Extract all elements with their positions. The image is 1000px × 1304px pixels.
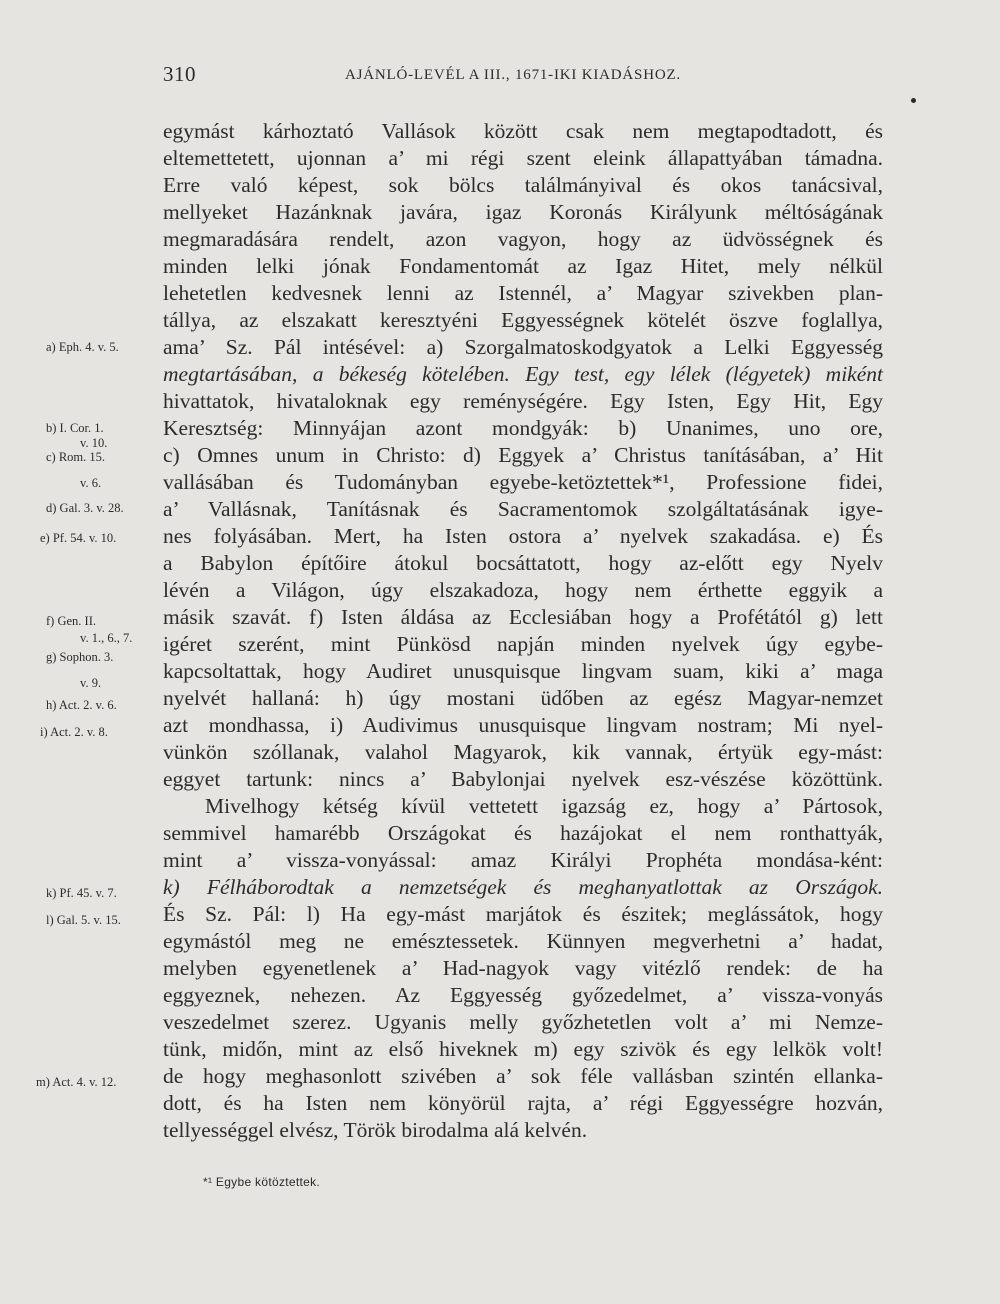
text-line: Keresztség: Minnyájan azont mondgyák: b) Unanimes, uno ore, — [163, 416, 883, 440]
text-line: a Babylon építőire átokul bocsáttatott, hogy az-előtt egy Nyelv — [163, 551, 883, 575]
text-line: nes folyásában. Mert, ha Isten ostora a’ nyelvek szakadása. e) És — [163, 524, 883, 548]
margin-note: m) Act. 4. v. 12. — [36, 1075, 117, 1089]
page-number: 310 — [163, 62, 196, 86]
text-line: Erre való képest, sok bölcs találmányival és okos tanácsival, — [163, 173, 883, 197]
text-line: vallásában és Tudományban egyebe-ketöztettek*¹, Professione fidei, — [163, 470, 883, 494]
text-line: mint a’ vissza-vonyással: amaz Királyi Prophéta mondása-ként: — [163, 848, 883, 872]
margin-note: d) Gal. 3. v. 28. — [46, 501, 124, 515]
margin-note: i) Act. 2. v. 8. — [40, 725, 108, 739]
text-line: nyelvét hallaná: h) úgy mostani üdőben az egész Magyar-nemzet — [163, 686, 883, 710]
text-line: igéret szerént, mint Pünkösd napján minden nyelvek úgy egybe- — [163, 632, 883, 656]
text-line: lévén a Világon, úgy elszakadoza, hogy nem érthette eggyik a — [163, 578, 883, 602]
text-line: tellyességgel elvész, Török birodalma alá kelvén. — [163, 1118, 588, 1142]
text-line: egymástól meg ne emésztessetek. Künnyen megverhetni a’ hadat, — [163, 929, 883, 953]
text-line: hivattatok, hivataloknak egy reménységére. Egy Isten, Egy Hit, Egy — [163, 389, 883, 413]
margin-note: l) Gal. 5. v. 15. — [46, 913, 121, 927]
text-line: mellyeket Hazánknak javára, igaz Koronás Királyunk méltóságának — [163, 200, 883, 224]
text-line: ama’ Sz. Pál intésével: a) Szorgalmatoskodgyatok a Lelki Eggyesség — [163, 335, 883, 359]
margin-note: v. 1., 6., 7. — [80, 631, 133, 645]
running-head: AJÁNLÓ-LEVÉL A III., 1671-IKI KIADÁSHOZ. — [345, 67, 681, 83]
text-line: c) Omnes unum in Christo: d) Eggyek a’ Christus tanításában, a’ Hit — [163, 443, 883, 467]
text-line: dott, és ha Isten nem könyörül rajta, a’ régi Eggyességre hozván, — [163, 1091, 883, 1115]
text-line: tállya, az elszakatt keresztyéni Eggyességnek kötelét öszve foglallya, — [163, 308, 883, 332]
text-line: lehetetlen kedvesnek lenni az Istennél, a’ Magyar szivekben plan- — [163, 281, 883, 305]
margin-note: h) Act. 2. v. 6. — [46, 698, 117, 712]
text-line: veszedelmet szerez. Ugyanis melly győzhetetlen volt a’ mi Nemze- — [163, 1010, 883, 1034]
text-line: eltemettetett, ujonnan a’ mi régi szent eleink állapattyában támadna. — [163, 146, 883, 170]
footnote: *¹ Egybe kötöztettek. — [203, 1175, 321, 1189]
print-speck — [911, 98, 916, 103]
text-line: eggyet tartunk: nincs a’ Babylonjai nyelvek esz-vészése közöttünk. — [163, 767, 883, 791]
margin-note: v. 9. — [80, 676, 102, 690]
text-line: kapcsoltattak, hogy Audiret unusquisque lingvam suam, kiki a’ maga — [163, 659, 883, 683]
margin-note: b) I. Cor. 1. — [46, 421, 104, 435]
margin-note: a) Eph. 4. v. 5. — [46, 340, 119, 354]
text-line: vünkön szóllanak, valahol Magyarok, kik vannak, értyük egy-mást: — [163, 740, 883, 764]
margin-note: c) Rom. 15. — [46, 450, 106, 464]
page-header — [0, 62, 1000, 92]
text-line: melyben egyenetlenek a’ Had-nagyok vagy vitézlő rendek: de ha — [163, 956, 883, 980]
margin-note: k) Pf. 45. v. 7. — [46, 886, 117, 900]
margin-note: e) Pf. 54. v. 10. — [40, 531, 117, 545]
text-line: minden lelki jónak Fondamentomát az Igaz Hitet, mely nélkül — [163, 254, 883, 278]
text-line: azt mondhassa, i) Audivimus unusquisque lingvam nostram; Mi nyel- — [163, 713, 883, 737]
text-line: És Sz. Pál: l) Ha egy-mást marjátok és észitek; meglássátok, hogy — [163, 902, 883, 926]
text-line: k) Félháborodtak a nemzetségek és meghanyatlottak az Országok. — [163, 875, 883, 899]
margin-note: v. 6. — [80, 476, 102, 490]
text-line: de hogy meghasonlott szivében a’ sok féle vallásban szintén ellanka- — [163, 1064, 883, 1088]
margin-note: v. 10. — [80, 436, 108, 450]
text-line: egymást kárhoztató Vallások között csak nem megtapodtadott, és — [163, 119, 883, 143]
text-line: megtartásában, a békeség kötelében. Egy test, egy lélek (légyetek) miként — [163, 362, 883, 386]
text-line: megmaradására rendelt, azon vagyon, hogy az üdvösségnek és — [163, 227, 883, 251]
text-line: eggyeznek, nehezen. Az Eggyesség győzedelmet, a’ vissza-vonyás — [163, 983, 883, 1007]
margin-note: f) Gen. II. — [46, 614, 96, 628]
margin-note: g) Sophon. 3. — [46, 650, 114, 664]
text-line: tünk, midőn, mint az első hiveknek m) egy szivök és egy lelkök volt! — [163, 1037, 883, 1061]
text-line: Mivelhogy kétség kívül vettetett igazság ez, hogy a’ Pártosok, — [205, 794, 883, 818]
text-line: semmivel hamarébb Országokat és hazájokat el nem ronthattyák, — [163, 821, 883, 845]
text-line: a’ Vallásnak, Tanításnak és Sacramentomok szolgáltatásának igye- — [163, 497, 883, 521]
text-line: másik szavát. f) Isten áldása az Ecclesiában hogy a Profétától g) lett — [163, 605, 883, 629]
